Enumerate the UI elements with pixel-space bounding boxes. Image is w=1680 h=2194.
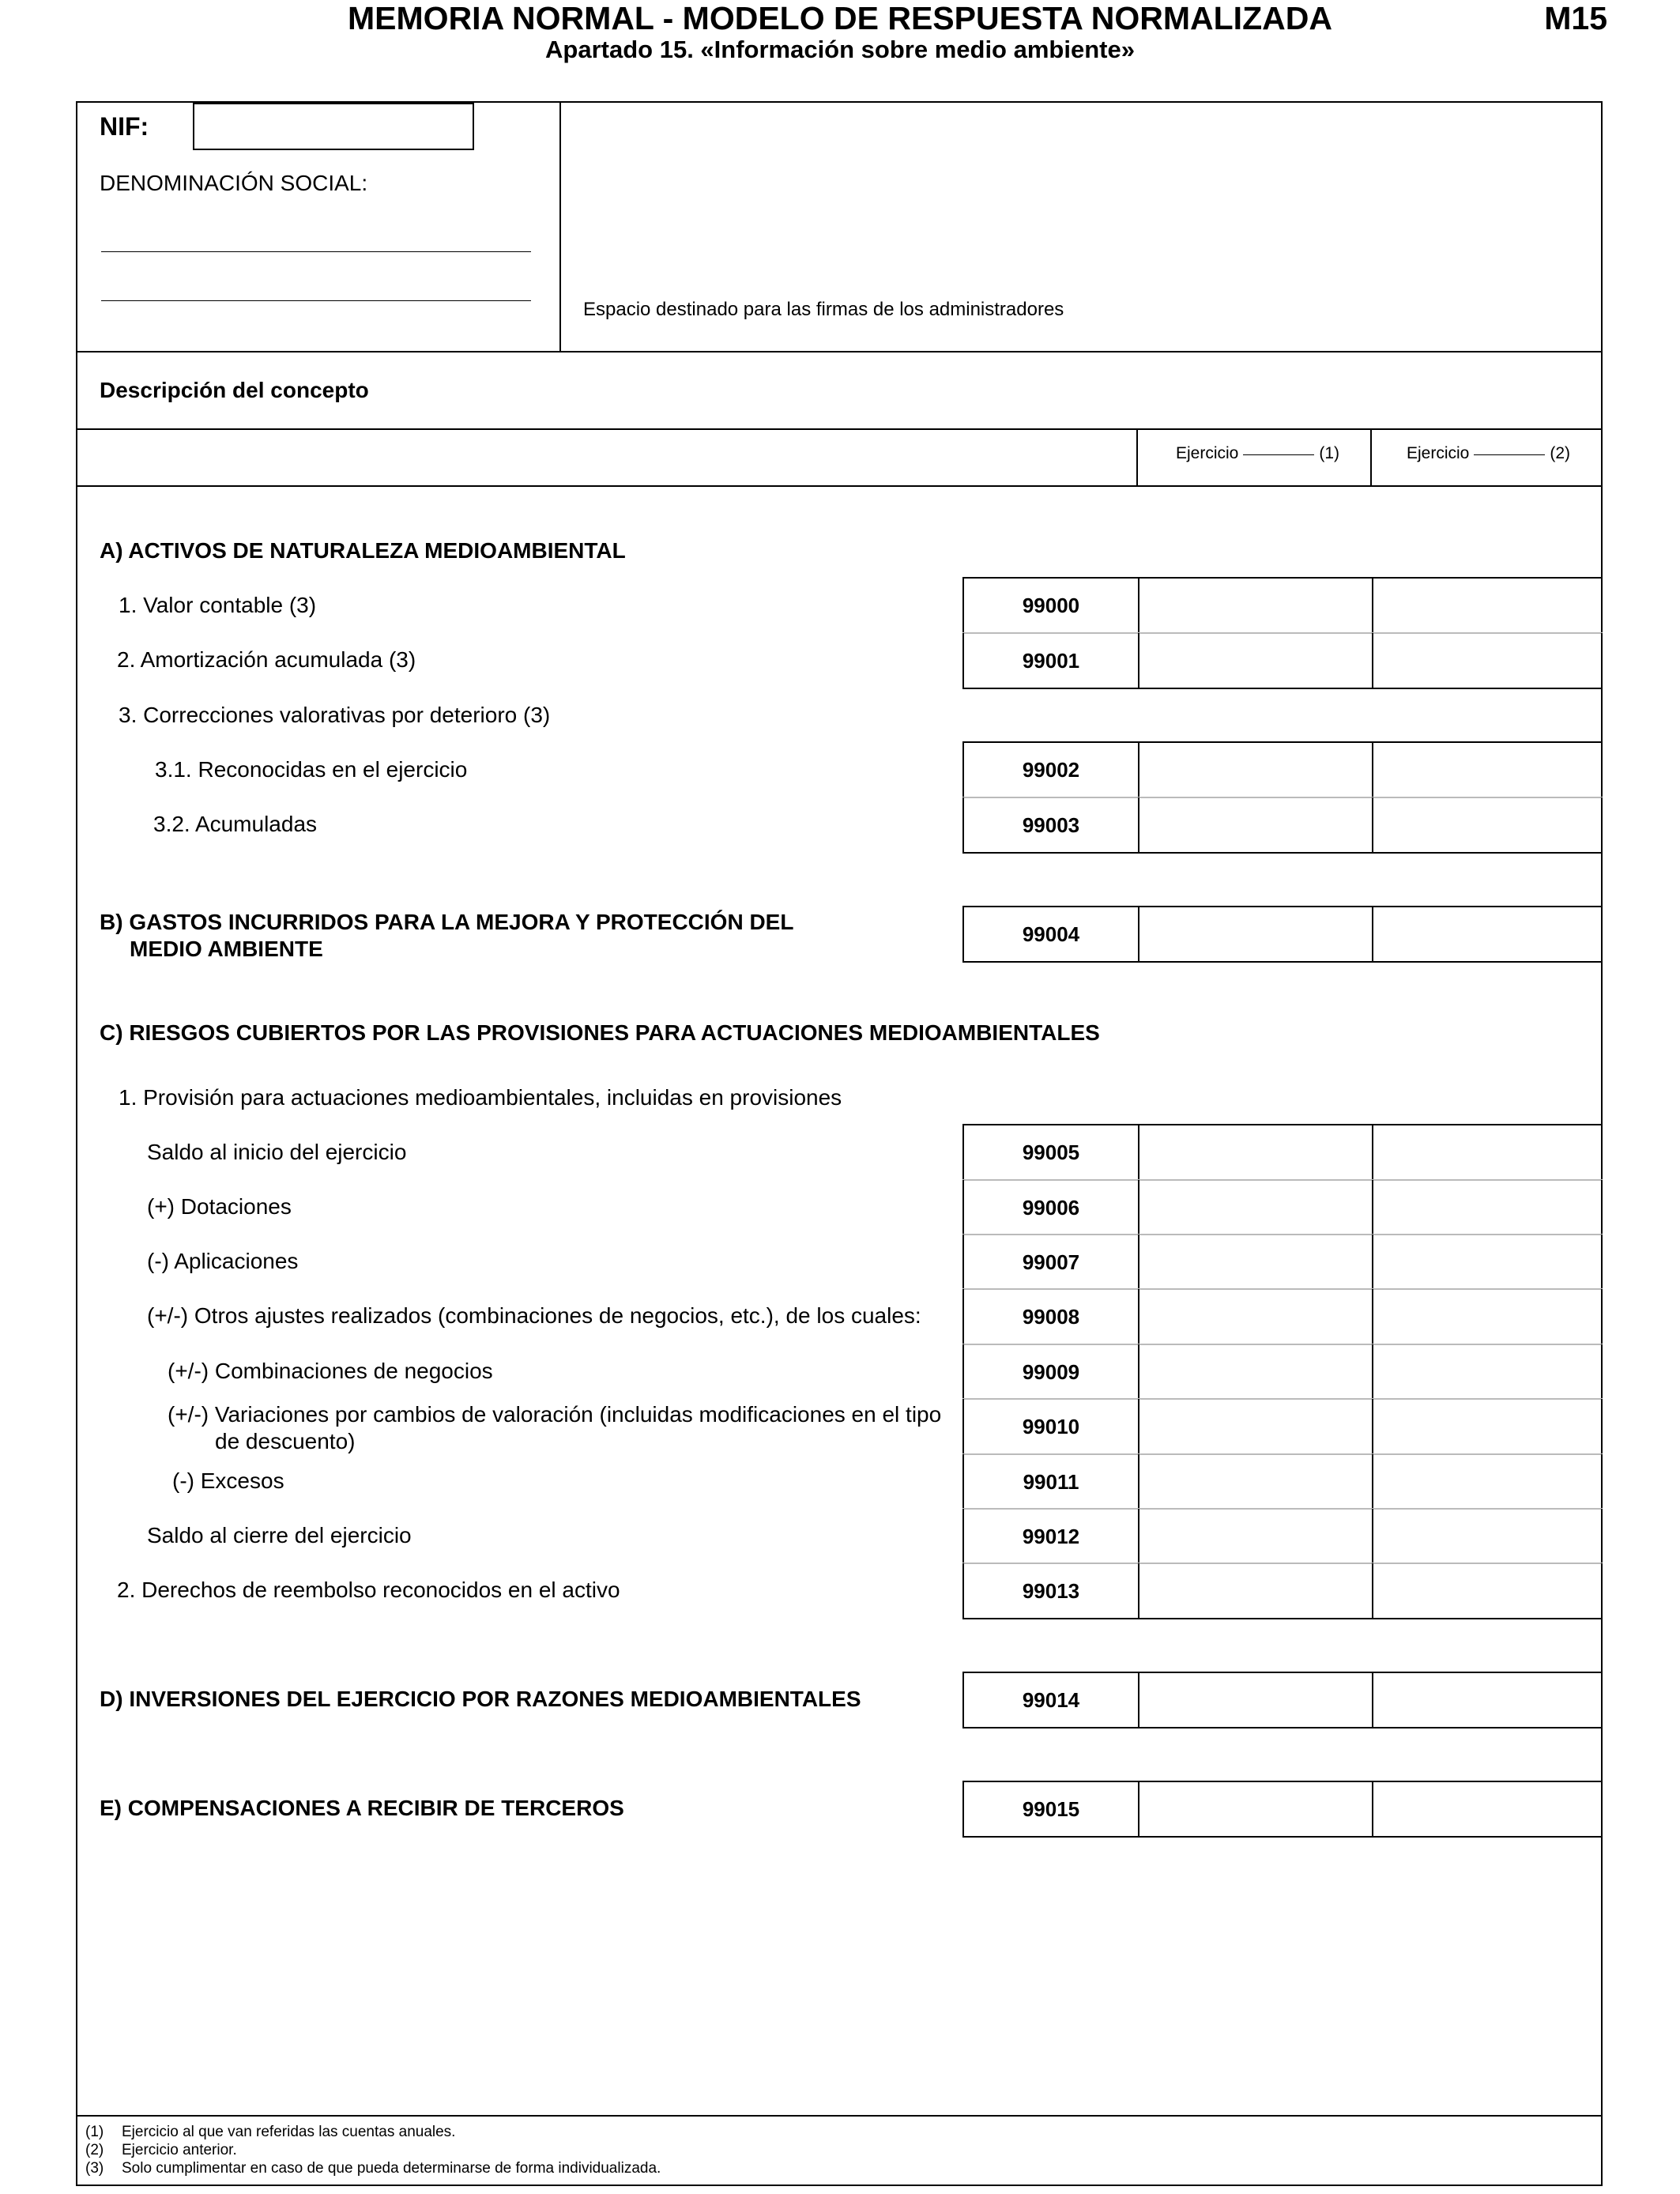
row-code: 99004	[1022, 922, 1080, 946]
footnote-number: (1)	[85, 2124, 104, 2140]
value-cell-99000-2[interactable]	[1372, 579, 1601, 632]
value-cell-99010-2[interactable]	[1372, 1400, 1601, 1453]
row-bottom-border	[962, 1836, 1603, 1838]
footnote-text: Ejercicio anterior.	[122, 2142, 237, 2158]
value-cell-99015-2[interactable]	[1372, 1782, 1601, 1836]
footnotes-divider	[76, 2115, 1603, 2117]
row-code: 99013	[1022, 1578, 1080, 1603]
row-bottom-border	[962, 961, 1603, 963]
row-label: Saldo al inicio del ejercicio	[147, 1140, 407, 1164]
section-c1-title: 1. Provisión para actuaciones medioambientales, incluidas en provisiones	[119, 1085, 842, 1110]
ejercicio-label: Ejercicio	[1407, 444, 1470, 462]
value-cell-99006-2[interactable]	[1372, 1181, 1601, 1233]
row-code: 99001	[1022, 648, 1080, 673]
value-cell-99002-1[interactable]	[1138, 743, 1369, 797]
footnote-text: Solo cumplimentar en caso de que pueda determinarse de forma individualizada.	[122, 2160, 661, 2177]
value-cell-99001-2[interactable]	[1372, 634, 1601, 688]
row-label: (+/-) Combinaciones de negocios	[168, 1359, 493, 1383]
value-cell-99003-2[interactable]	[1372, 798, 1601, 852]
signature-area[interactable]	[561, 103, 1601, 351]
row-code: 99007	[1022, 1250, 1080, 1274]
value-cell-99004-1[interactable]	[1138, 907, 1369, 961]
section-d-title: D) INVERSIONES DEL EJERCICIO POR RAZONES MEDIOAMBIENTALES	[100, 1687, 861, 1711]
row-code: 99012	[1022, 1524, 1080, 1548]
denominacion-line-1[interactable]	[101, 251, 531, 252]
row-bottom-border	[962, 688, 1603, 689]
value-cell-99012-2[interactable]	[1372, 1510, 1601, 1562]
ejercicio-header-1	[1176, 444, 1339, 463]
value-cell-99013-1[interactable]	[1138, 1564, 1369, 1618]
value-cell-99005-1[interactable]	[1138, 1125, 1369, 1179]
value-cell-99002-2[interactable]	[1372, 743, 1601, 797]
row-code: 99003	[1022, 812, 1080, 837]
row-code: 99010	[1022, 1414, 1080, 1438]
row-code: 99009	[1022, 1359, 1080, 1384]
footnote-1	[85, 2123, 455, 2141]
value-cell-99007-1[interactable]	[1138, 1235, 1369, 1287]
value-cell-99011-2[interactable]	[1372, 1455, 1601, 1507]
nif-label: NIF:	[100, 112, 149, 141]
value-cell-99009-1[interactable]	[1138, 1345, 1369, 1397]
value-cell-99009-2[interactable]	[1372, 1345, 1601, 1397]
nif-field[interactable]	[193, 103, 474, 150]
row-label: 1. Valor contable (3)	[119, 593, 317, 617]
value-cell-99000-1[interactable]	[1138, 579, 1369, 632]
row-label: 2. Derechos de reembolso reconocidos en el activo	[117, 1578, 620, 1602]
row-bottom-border	[962, 1727, 1603, 1728]
section-b-title-line1: B) GASTOS INCURRIDOS PARA LA MEJORA Y PROTECCIÓN DEL	[100, 910, 794, 934]
ejercicio-label: Ejercicio	[1176, 444, 1239, 462]
divider	[76, 485, 1603, 487]
value-cell-99003-1[interactable]	[1138, 798, 1369, 852]
row-code: 99000	[1022, 593, 1080, 617]
value-cell-99010-1[interactable]	[1138, 1400, 1369, 1453]
row-label: (+/-) Variaciones por cambios de valoración (incluidas modificaciones en el tipo	[168, 1402, 942, 1427]
row-label: 3.1. Reconocidas en el ejercicio	[155, 757, 468, 782]
footnote-ref: (1)	[1319, 444, 1340, 462]
descripcion-title: Descripción del concepto	[100, 378, 369, 402]
value-cell-99012-1[interactable]	[1138, 1510, 1369, 1562]
row-label: (-) Excesos	[172, 1468, 284, 1493]
value-cell-99008-1[interactable]	[1138, 1290, 1369, 1344]
value-cell-99007-2[interactable]	[1372, 1235, 1601, 1287]
denominacion-label: DENOMINACIÓN SOCIAL:	[100, 171, 368, 195]
row-label: Saldo al cierre del ejercicio	[147, 1523, 412, 1547]
section-e-title: E) COMPENSACIONES A RECIBIR DE TERCEROS	[100, 1796, 624, 1820]
row-bottom-border	[962, 852, 1603, 854]
form-subtitle: Apartado 15. «Información sobre medio ambiente»	[545, 36, 1135, 63]
row-label: (+/-) Otros ajustes realizados (combinaciones de negocios, etc.), de los cuales:	[147, 1303, 921, 1328]
row-label: 2. Amortización acumulada (3)	[117, 647, 416, 672]
footnote-number: (2)	[85, 2142, 104, 2158]
section-b-title-line2: MEDIO AMBIENTE	[130, 937, 323, 961]
column-divider	[1136, 428, 1138, 485]
column-divider	[1370, 428, 1372, 485]
value-cell-99013-2[interactable]	[1372, 1564, 1601, 1618]
divider	[76, 351, 1603, 352]
value-cell-99006-1[interactable]	[1138, 1181, 1369, 1233]
form-code: M15	[1544, 0, 1607, 36]
value-cell-99015-1[interactable]	[1138, 1782, 1369, 1836]
value-cell-99001-1[interactable]	[1138, 634, 1369, 688]
row-label-continuation: de descuento)	[215, 1429, 356, 1453]
footnote-2	[85, 2141, 237, 2159]
ejercicio-year-field-1[interactable]	[1243, 454, 1314, 455]
row-bottom-border	[962, 1618, 1603, 1619]
value-cell-99014-1[interactable]	[1138, 1673, 1369, 1727]
footnote-number: (3)	[85, 2160, 104, 2177]
ejercicio-header-2	[1407, 444, 1570, 463]
row-code: 99008	[1022, 1304, 1080, 1329]
row-code: 99014	[1022, 1687, 1080, 1712]
value-cell-99005-2[interactable]	[1372, 1125, 1601, 1179]
section-c-title: C) RIESGOS CUBIERTOS POR LAS PROVISIONES PARA ACTUACIONES MEDIOAMBIENTALES	[100, 1020, 1100, 1045]
row-code: 99011	[1023, 1469, 1079, 1494]
row-label: (+) Dotaciones	[147, 1194, 292, 1219]
ejercicio-year-field-2[interactable]	[1474, 454, 1545, 455]
value-cell-99011-1[interactable]	[1138, 1455, 1369, 1507]
footnote-text: Ejercicio al que van referidas las cuentas anuales.	[122, 2124, 456, 2140]
footnote-ref: (2)	[1550, 444, 1571, 462]
firmas-text: Espacio destinado para las firmas de los administradores	[583, 299, 1064, 320]
row-code: 99002	[1022, 757, 1080, 782]
row-label: 3.2. Acumuladas	[153, 812, 318, 836]
form-title: MEMORIA NORMAL - MODELO DE RESPUESTA NORMALIZADA	[348, 0, 1332, 36]
row-code: 99015	[1022, 1796, 1080, 1821]
section-a-title: A) ACTIVOS DE NATURALEZA MEDIOAMBIENTAL	[100, 538, 626, 563]
row-label: (-) Aplicaciones	[147, 1249, 299, 1273]
divider	[76, 428, 1603, 430]
denominacion-line-2[interactable]	[101, 300, 531, 301]
value-cell-99008-2[interactable]	[1372, 1290, 1601, 1344]
footnote-3	[85, 2159, 661, 2177]
row-code: 99006	[1022, 1195, 1080, 1220]
section-a3-title: 3. Correcciones valorativas por deterioro (3)	[119, 703, 551, 727]
value-cell-99004-2[interactable]	[1372, 907, 1601, 961]
value-cell-99014-2[interactable]	[1372, 1673, 1601, 1727]
row-code: 99005	[1022, 1140, 1080, 1164]
